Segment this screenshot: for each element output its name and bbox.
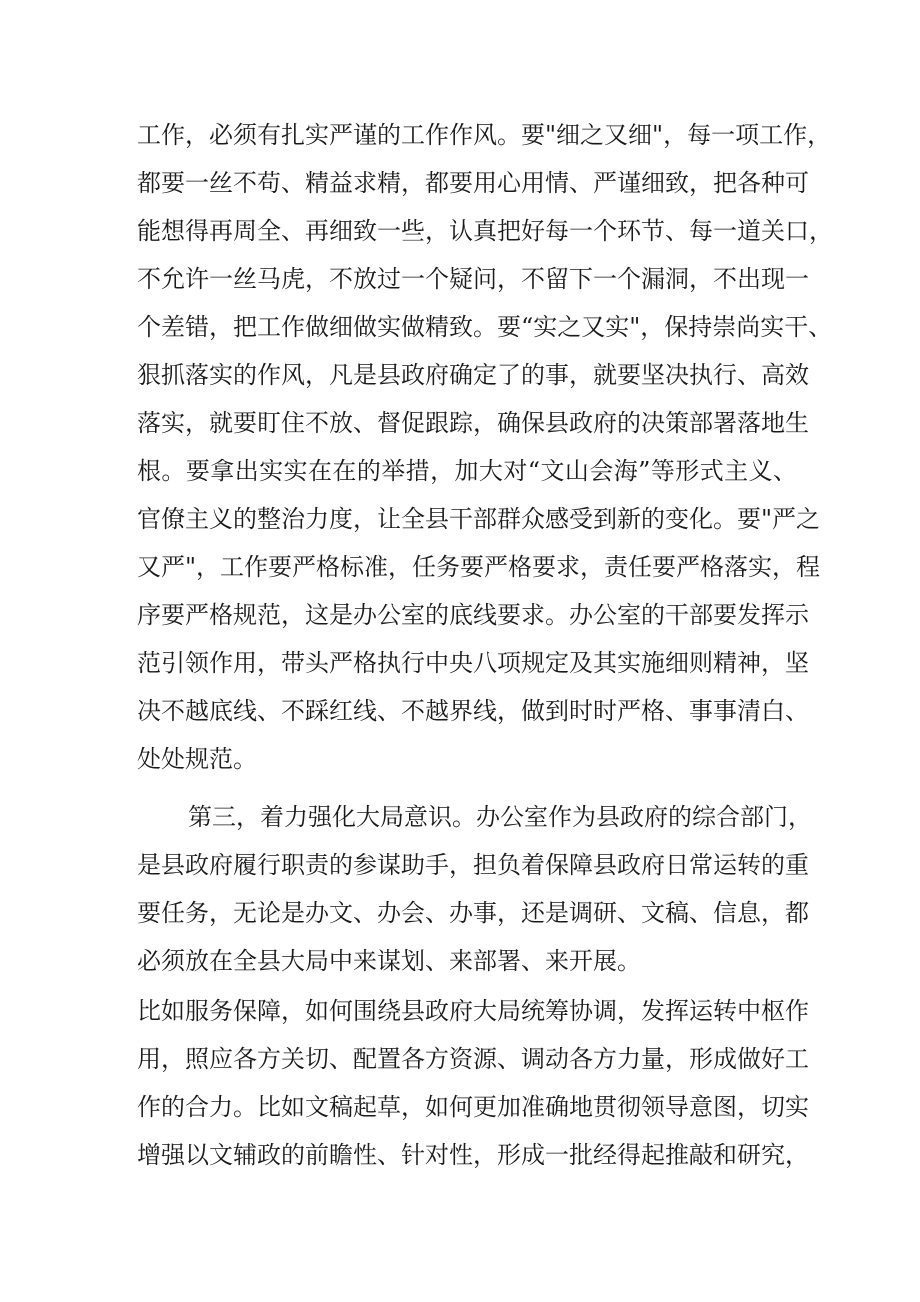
paragraph-line: 都要一丝不苟、精益求精，都要用心用情、严谨细致，把各种可 (137, 169, 809, 197)
paragraph-line: 官僚主义的整治力度，让全县干部群众感受到新的变化。要"严之 (137, 505, 821, 533)
paragraph-line: 落实，就要盯住不放、督促跟踪，确保县政府的决策部署落地生 (137, 409, 809, 437)
paragraph-line: 狠抓落实的作风，凡是县政府确定了的事，就要坚决执行、高效 (137, 361, 809, 389)
paragraph-line: 必须放在全县大局中来谋划、来部署、来开展。 (137, 947, 641, 975)
paragraph-line: 范引领作用，带头严格执行中央八项规定及其实施细则精神，坚 (137, 649, 809, 677)
paragraph-line: 根。要拿出实实在在的举措，加大对“文山会海”等形式主义、 (137, 457, 797, 485)
paragraph-line: 处处规范。 (137, 745, 257, 773)
paragraph-line: 又严"，工作要严格标准，任务要严格要求，责任要严格落实，程 (137, 553, 821, 581)
paragraph-line: 用，照应各方关切、配置各方资源、调动各方力量，形成做好工 (137, 1045, 809, 1073)
paragraph-line: 个差错，把工作做细做实做精致。要“实之又实"，保持崇尚实干、 (137, 313, 833, 341)
paragraph-line: 不允许一丝马虎，不放过一个疑问，不留下一个漏洞，不出现一 (137, 265, 809, 293)
paragraph-line: 要任务，无论是办文、办会、办事，还是调研、文稿、信息，都 (137, 899, 809, 927)
paragraph-line: 决不越底线、不踩红线、不越界线，做到时时严格、事事清白、 (137, 697, 809, 725)
paragraph-line: 比如服务保障，如何围绕县政府大局统筹协调，发挥运转中枢作 (137, 997, 809, 1025)
paragraph-line: 增强以文辅政的前瞻性、针对性，形成一批经得起推敲和研究， (137, 1141, 809, 1169)
paragraph-line: 第三，着力强化大局意识。办公室作为县政府的综合部门， (188, 803, 812, 831)
paragraph-line: 序要严格规范，这是办公室的底线要求。办公室的干部要发挥示 (137, 601, 809, 629)
paragraph-line: 是县政府履行职责的参谋助手，担负着保障县政府日常运转的重 (137, 851, 809, 879)
paragraph-line: 作的合力。比如文稿起草，如何更加准确地贯彻领导意图，切实 (137, 1093, 809, 1121)
paragraph-line: 工作，必须有扎实严谨的工作作风。要"细之又细"，每一项工作， (137, 121, 832, 149)
paragraph-line: 能想得再周全、再细致一些，认真把好每一个环节、每一道关口， (137, 217, 833, 245)
